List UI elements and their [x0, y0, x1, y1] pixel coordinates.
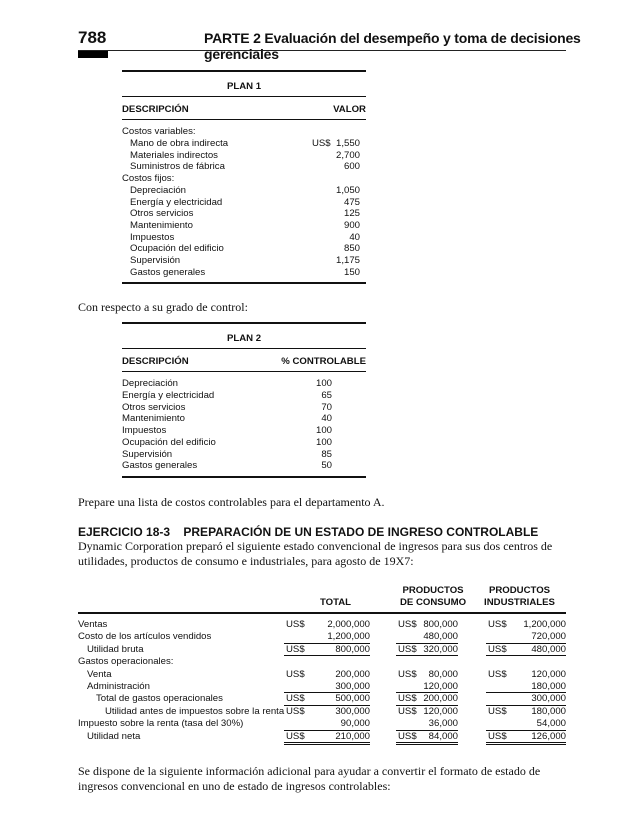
- plan2-top-rule: [122, 322, 366, 324]
- income-industriales-amount: 480,000: [531, 643, 566, 655]
- income-industriales-amount: 1,200,000: [523, 619, 566, 630]
- plan2-header-row: [122, 356, 366, 368]
- income-industriales-amount: 180,000: [531, 705, 566, 717]
- plan1-row-value: 900: [343, 219, 360, 231]
- plan2-row-label: Ocupación del edificio: [122, 436, 216, 448]
- income-row-label: Administración: [87, 681, 150, 692]
- plan1-col-desc: DESCRIPCIÓN: [122, 103, 189, 115]
- income-consumo-amount: 320,000: [423, 643, 458, 655]
- plan1-body: [122, 126, 366, 278]
- plan1-row-label: Depreciación: [130, 184, 186, 196]
- plan1-row: [122, 197, 366, 209]
- plan1-header-rule: [122, 119, 366, 120]
- income-total-underline: [284, 742, 370, 745]
- plan1-row-label: Otros servicios: [130, 208, 194, 220]
- plan2-row-label: Supervisión: [122, 448, 173, 460]
- income-total-amount: 1,200,000: [327, 631, 370, 643]
- plan1-row-value: 850: [343, 243, 360, 255]
- col-consumo-line1: PRODUCTOS: [402, 585, 464, 596]
- plan1-row-value: 150: [343, 266, 360, 278]
- plan2-row-value: 65: [321, 390, 332, 402]
- income-industriales-amount: 54,000: [536, 718, 566, 730]
- plan1-row: [122, 185, 366, 197]
- col-consumo-header: [388, 585, 478, 609]
- income-consumo-amount: 800,000: [423, 619, 458, 630]
- income-industriales-currency: US$: [488, 705, 507, 717]
- plan2-row-value: 50: [321, 460, 332, 472]
- income-total-amount: 2,000,000: [327, 619, 370, 630]
- income-consumo-currency: US$: [398, 693, 417, 705]
- plan2-row: [122, 402, 366, 414]
- header-tab-marker: [78, 51, 108, 58]
- plan2-col-value: % CONTROLABLE: [281, 355, 366, 367]
- plan1-row: [122, 232, 366, 244]
- income-header-rule: [78, 612, 566, 614]
- income-consumo-currency: US$: [398, 643, 417, 655]
- income-total-currency: US$: [286, 705, 305, 717]
- income-industriales-currency: US$: [488, 668, 507, 680]
- plan1-row: [122, 161, 366, 173]
- plan2-row: [122, 390, 366, 402]
- income-row-label: Ventas: [78, 619, 108, 630]
- plan2-row: [122, 378, 366, 390]
- income-industriales-amount: 300,000: [531, 693, 566, 705]
- income-consumo-amount: [398, 656, 458, 668]
- text-additional-info: Se dispone de la siguiente información adicional para ayudar a convertir el formato de estado de ingresos convencional en uno de estado de ingresos controlables:: [78, 764, 541, 793]
- plan1-table: [122, 70, 366, 284]
- income-total-amount: 200,000: [335, 668, 370, 680]
- income-total-amount: 90,000: [340, 718, 370, 730]
- income-consumo-currency: US$: [398, 619, 417, 630]
- plan1-row: [122, 267, 366, 279]
- col-industriales-line1: PRODUCTOS: [488, 585, 551, 596]
- income-row-label: Costo de los artículos vendidos: [78, 631, 212, 643]
- income-total-amount: 500,000: [335, 693, 370, 705]
- income-total-currency: US$: [286, 730, 305, 742]
- income-total-currency: US$: [286, 619, 305, 630]
- plan1-row-label: Suministros de fábrica: [130, 161, 225, 173]
- income-consumo-amount: 120,000: [423, 705, 458, 717]
- plan2-row-label: Impuestos: [122, 425, 167, 437]
- plan1-row: [122, 243, 366, 255]
- plan2-row: [122, 425, 366, 437]
- plan1-row-label: Costos fijos:: [122, 173, 175, 185]
- plan1-row: [122, 126, 366, 138]
- col-consumo-line2: DE CONSUMO: [399, 597, 467, 608]
- income-row-label: Gastos operacionales:: [78, 656, 174, 668]
- income-consumo-amount: 480,000: [423, 631, 458, 643]
- income-consumo-underline: [396, 742, 458, 745]
- income-row-label: Impuesto sobre la renta (tasa del 30%): [78, 718, 244, 730]
- plan2-row-value: 100: [315, 436, 332, 448]
- plan2-bottom-rule: [122, 476, 366, 478]
- income-industriales-amount: [506, 656, 566, 668]
- plan2-row-value: 40: [321, 413, 332, 425]
- text-instruction: Prepare una lista de costos controlables para el departamento A.: [78, 495, 385, 509]
- plan2-row-label: Energía y electricidad: [122, 390, 215, 402]
- exercise-heading: [78, 525, 538, 539]
- plan2-col-desc: DESCRIPCIÓN: [122, 355, 189, 367]
- income-consumo-currency: US$: [398, 705, 417, 717]
- part-prefix: PARTE 2: [204, 30, 261, 46]
- col-industriales-line2: INDUSTRIALES: [484, 597, 555, 608]
- income-statement: [78, 583, 566, 753]
- income-consumo-amount: 80,000: [428, 668, 458, 680]
- income-industriales-amount: 720,000: [531, 631, 566, 643]
- exercise-number: EJERCICIO 18-3: [78, 525, 171, 539]
- income-total-amount: [310, 656, 370, 668]
- plan2-row-value: 100: [315, 378, 332, 390]
- plan2-row: [122, 460, 366, 472]
- income-consumo-amount: 36,000: [428, 718, 458, 730]
- plan1-row-value: 125: [343, 208, 360, 220]
- plan2-table: [122, 322, 366, 478]
- plan1-top-rule: [122, 70, 366, 72]
- income-row-label: Utilidad neta: [87, 730, 141, 742]
- plan1-row-value: 40: [349, 231, 360, 243]
- plan1-row-label: Costos variables:: [122, 126, 196, 138]
- plan2-title: PLAN 2: [226, 333, 262, 344]
- plan2-header-rule: [122, 371, 366, 372]
- plan2-row: [122, 449, 366, 461]
- plan2-title-rule: [122, 348, 366, 349]
- income-industriales-amount: 180,000: [531, 681, 566, 692]
- plan2-row-value: 85: [321, 448, 332, 460]
- plan1-row-value: 2,700: [335, 149, 360, 161]
- plan1-row-label: Gastos generales: [130, 266, 206, 278]
- income-industriales-currency: US$: [488, 643, 507, 655]
- plan2-body: [122, 378, 366, 472]
- income-consumo-amount: 120,000: [423, 681, 458, 692]
- plan1-row: [122, 138, 366, 150]
- income-industriales-currency: US$: [488, 619, 507, 630]
- income-consumo-currency: US$: [398, 668, 417, 680]
- income-total-amount: 800,000: [335, 643, 370, 655]
- income-industriales-amount: 120,000: [531, 668, 566, 680]
- text-control-degree: Con respecto a su grado de control:: [78, 300, 248, 314]
- plan2-row-value: 70: [321, 401, 332, 413]
- header-rule: [78, 50, 566, 51]
- plan1-row: [122, 208, 366, 220]
- plan1-title-rule: [122, 96, 366, 97]
- running-header: [204, 30, 638, 62]
- income-row-label: Total de gastos operacionales: [96, 693, 223, 705]
- plan2-row-label: Depreciación: [122, 378, 178, 390]
- plan1-row-value: 600: [343, 161, 360, 173]
- plan1-header-row: [122, 104, 366, 116]
- plan1-row-label: Mano de obra indirecta: [130, 138, 229, 150]
- plan1-row-value: US$ 1,550: [311, 138, 360, 150]
- income-industriales-underline: [486, 742, 566, 745]
- plan1-row-label: Impuestos: [130, 231, 175, 243]
- plan2-row: [122, 437, 366, 449]
- plan1-title: PLAN 1: [226, 81, 262, 92]
- plan2-row-value: 100: [315, 425, 332, 437]
- income-industriales-amount: 126,000: [531, 730, 566, 742]
- plan1-row: [122, 150, 366, 162]
- income-row-label: Venta: [87, 668, 112, 680]
- plan1-row-value: 1,175: [335, 254, 360, 266]
- income-row-label: Utilidad bruta: [87, 643, 144, 655]
- plan1-row-label: Materiales indirectos: [130, 149, 218, 161]
- plan2-row: [122, 413, 366, 425]
- plan1-row-value: 475: [343, 196, 360, 208]
- plan1-row: [122, 255, 366, 267]
- col-total-header: TOTAL: [319, 597, 352, 608]
- income-consumo-amount: 84,000: [428, 730, 458, 742]
- plan1-row-value: 1,050: [335, 184, 360, 196]
- plan1-row-label: Supervisión: [130, 254, 181, 266]
- income-row-label: Utilidad antes de impuestos sobre la renta: [105, 705, 285, 717]
- exercise-intro: Dynamic Corporation preparó el siguiente estado convencional de ingresos para sus dos centros de utilidades, productos de consumo e industriales, para agosto de 19X7:: [78, 539, 553, 568]
- part-title: Evaluación del desempeño y toma de decisiones gerenciales: [204, 30, 581, 62]
- plan1-row: [122, 173, 366, 185]
- income-consumo-currency: US$: [398, 730, 417, 742]
- income-total-amount: 300,000: [335, 681, 370, 692]
- income-consumo-amount: 200,000: [423, 693, 458, 705]
- income-total-amount: 300,000: [335, 705, 370, 717]
- income-total-amount: 210,000: [335, 730, 370, 742]
- exercise-title: PREPARACIÓN DE UN ESTADO DE INGRESO CONTROLABLE: [183, 525, 539, 539]
- plan1-row-label: Mantenimiento: [130, 219, 193, 231]
- income-total-currency: US$: [286, 643, 305, 655]
- plan1-row-label: Ocupación del edificio: [130, 243, 224, 255]
- plan1-col-value: VALOR: [333, 103, 366, 115]
- income-total-currency: US$: [286, 693, 305, 705]
- page-number: 788: [78, 28, 107, 47]
- plan1-row: [122, 220, 366, 232]
- plan1-row-label: Energía y electricidad: [130, 196, 223, 208]
- plan2-row-label: Otros servicios: [122, 401, 186, 413]
- plan2-row-label: Gastos generales: [122, 460, 198, 472]
- plan2-row-label: Mantenimiento: [122, 413, 185, 425]
- income-total-currency: US$: [286, 668, 305, 680]
- col-industriales-header: [473, 585, 566, 609]
- income-industriales-currency: US$: [488, 730, 507, 742]
- plan1-bottom-rule: [122, 282, 366, 284]
